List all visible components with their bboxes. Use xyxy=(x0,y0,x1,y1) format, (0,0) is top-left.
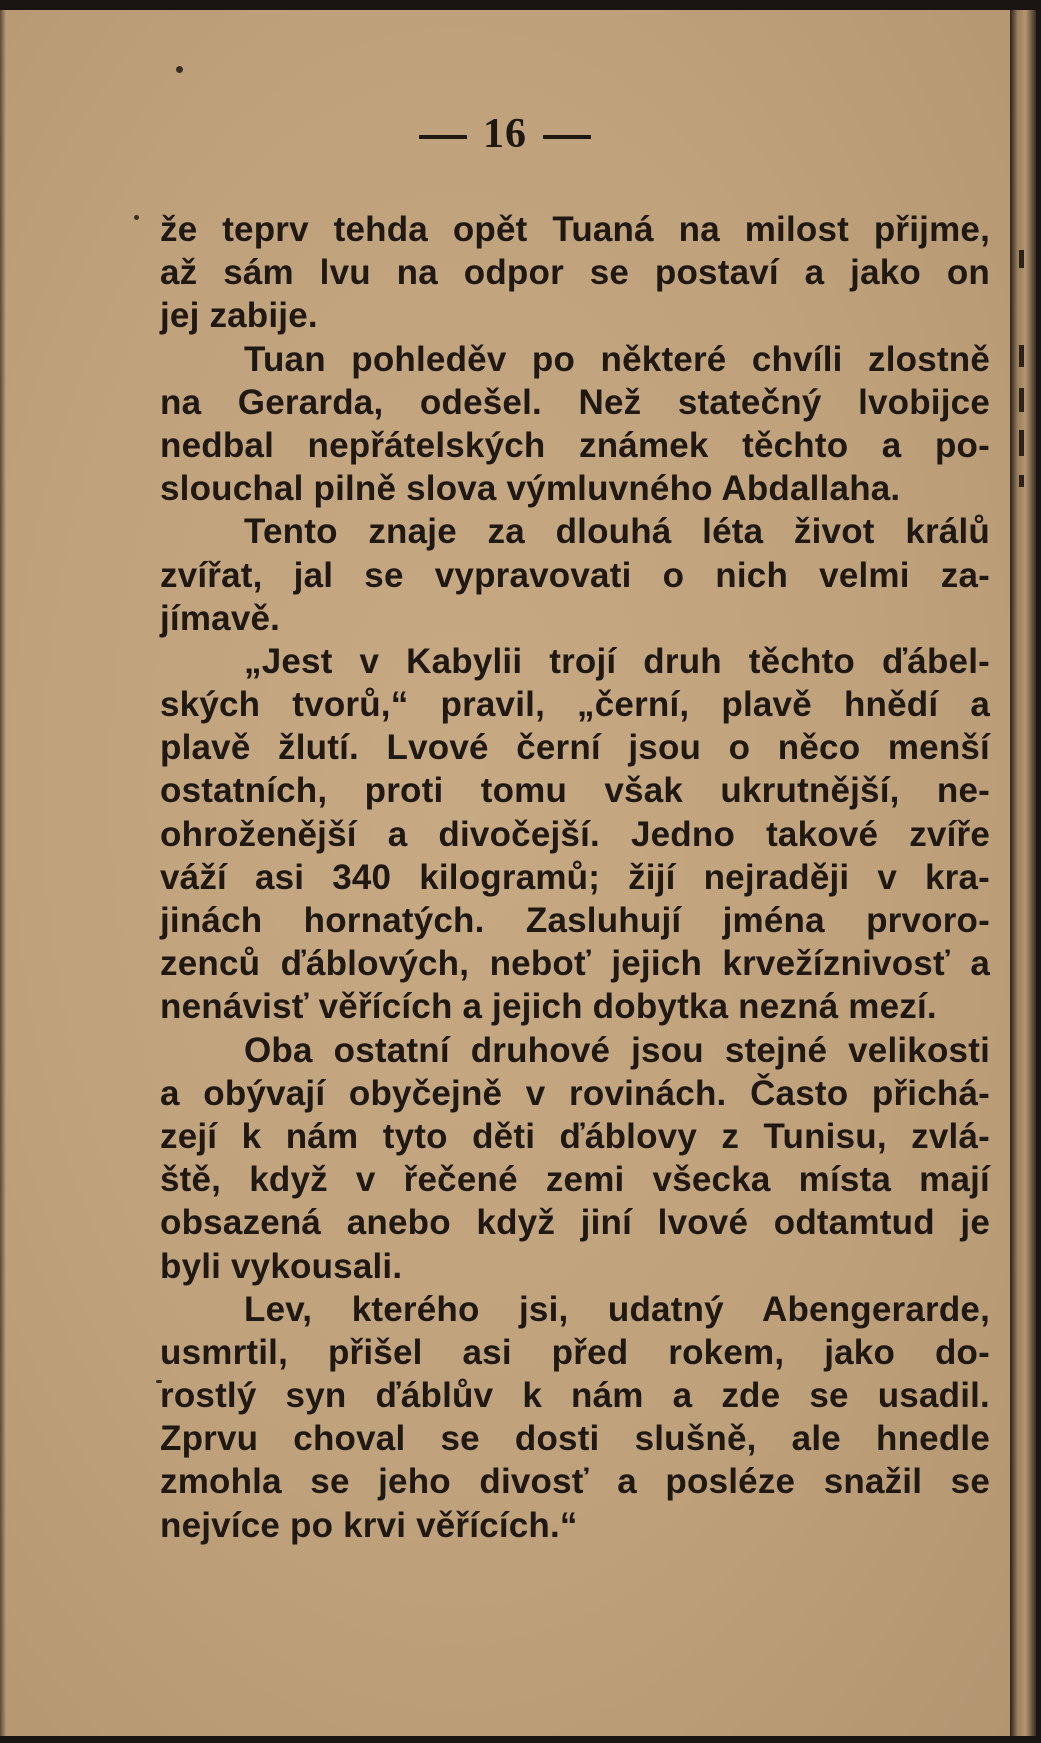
book-page xyxy=(0,10,1010,1736)
ink-speck xyxy=(134,215,139,220)
gutter-mark xyxy=(1019,475,1024,487)
text-line: Tento znaje za dlouhá léta život králů xyxy=(244,512,990,552)
page-number-dash-right xyxy=(543,135,591,139)
text-line: zejí k nám tyto děti ďáblovy z Tunisu, zvlá- xyxy=(160,1116,990,1156)
text-line: váží asi 340 kilogramů; žijí nejraději v kra- xyxy=(160,857,990,897)
text-line: Lev, kterého jsi, udatný Abengerarde, xyxy=(244,1289,990,1329)
text-line: až sám lvu na odpor se postaví a jako on xyxy=(160,253,990,293)
page-number-dash-left xyxy=(419,135,467,139)
text-line: Zprvu choval se dosti slušně, ale hnedle xyxy=(160,1419,990,1459)
text-line: jímavě. xyxy=(160,598,281,638)
text-line: Oba ostatní druhové jsou stejné velikosti xyxy=(244,1030,990,1070)
text-line: plavě žlutí. Lvové černí jsou o něco menší xyxy=(160,728,990,768)
text-line: ohroženější a divočejší. Jedno takové zvíře xyxy=(160,814,990,854)
text-line: ských tvorů,“ pravil, „černí, plavě hnědí a xyxy=(160,685,990,725)
gutter-mark xyxy=(1019,388,1024,412)
text-line: byli vykousali. xyxy=(160,1246,403,1286)
page-edge-shadow xyxy=(0,10,6,1736)
text-line: Tuan pohleděv po některé chvíli zlostně xyxy=(244,339,990,379)
gutter-mark xyxy=(1019,430,1024,456)
book-gutter xyxy=(1010,10,1036,1736)
text-line: zvířat, jal se vypravovati o nich velmi za- xyxy=(160,555,990,595)
gutter-mark xyxy=(1019,345,1024,367)
page-number xyxy=(0,110,1010,158)
text-line: nenávisť věřících a jejich dobytka nezná mezí. xyxy=(160,987,937,1027)
text-line: a obývají obyčejně v rovinách. Často přichá- xyxy=(160,1073,990,1113)
page-number-value: 16 xyxy=(483,111,527,157)
text-line: na Gerarda, odešel. Než statečný lvobijce xyxy=(160,382,990,422)
text-line: usmrtil, přišel asi před rokem, jako do- xyxy=(160,1332,990,1372)
text-line: ostatních, proti tomu však ukrutnější, ne- xyxy=(160,771,990,811)
text-line: obsazená anebo když jiní lvové odtamtud je xyxy=(160,1203,990,1243)
ink-speck xyxy=(176,66,183,73)
text-line: zmohla se jeho divosť a posléze snažil se xyxy=(160,1462,990,1502)
text-line: nedbal nepřátelských známek těchto a po- xyxy=(160,425,990,465)
body-text xyxy=(160,208,990,1547)
text-line: zenců ďáblových, neboť jejich krvežíznivosť a xyxy=(160,944,990,984)
text-line: nejvíce po krvi věřících.“ xyxy=(160,1505,578,1545)
text-line: rostlý syn ďáblův k nám a zde se usadil. xyxy=(160,1376,990,1416)
text-line: slouchal pilně slova výmluvného Abdallaha. xyxy=(160,469,901,509)
text-line: „Jest v Kabylii trojí druh těchto ďábel- xyxy=(244,641,990,681)
gutter-mark xyxy=(1019,250,1024,268)
text-line: ště, když v řečené zemi všecka místa mají xyxy=(160,1160,990,1200)
text-line: že teprv tehda opět Tuaná na milost přijme, xyxy=(160,210,990,249)
text-line: jinách hornatých. Zasluhují jména prvoro- xyxy=(160,901,990,940)
text-line: jej zabije. xyxy=(160,296,318,336)
